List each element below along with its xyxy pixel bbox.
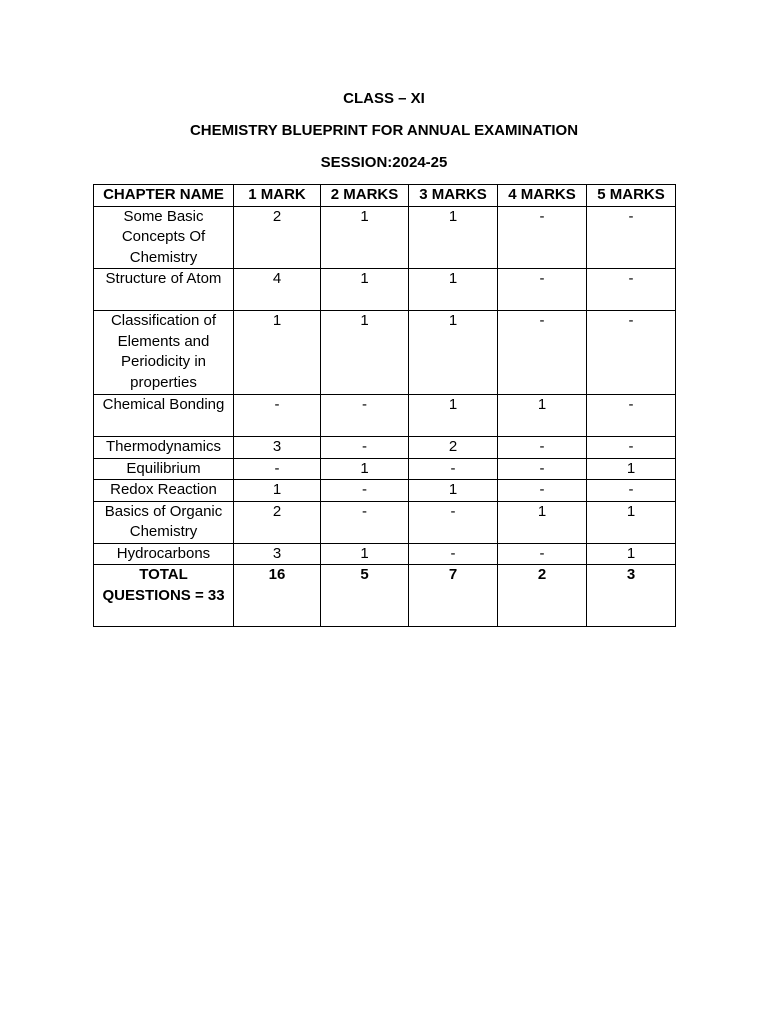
table-row [94,543,676,565]
mark-cell: - [587,395,676,437]
chapter-cell: Equilibrium [94,458,234,480]
chapter-cell: Hydrocarbons [94,543,234,565]
mark-cell: 1 [321,458,409,480]
total-4-marks: 2 [498,565,587,627]
mark-cell: 1 [409,269,498,311]
table-row [94,269,676,311]
header-3-marks: 3 MARKS [409,185,498,207]
mark-cell: - [409,458,498,480]
chapter-cell: Structure of Atom [94,269,234,311]
mark-cell: - [234,395,321,437]
table-header-row [94,185,676,207]
session-heading: SESSION:2024-25 [320,154,448,171]
mark-cell: 1 [321,206,409,269]
mark-cell: 4 [234,269,321,311]
mark-cell: 2 [234,206,321,269]
mark-cell: - [409,543,498,565]
mark-cell: - [498,437,587,459]
mark-cell: 1 [321,269,409,311]
table-row [94,206,676,269]
mark-cell: 1 [587,501,676,543]
mark-cell: - [498,480,587,502]
mark-cell: - [234,458,321,480]
chapter-cell: Thermodynamics [94,437,234,459]
table-row [94,501,676,543]
table-row [94,395,676,437]
header-2-marks: 2 MARKS [321,185,409,207]
mark-cell: - [498,269,587,311]
mark-cell: - [321,395,409,437]
mark-cell: 1 [409,480,498,502]
mark-cell: - [498,458,587,480]
chapter-cell: Redox Reaction [94,480,234,502]
mark-cell: - [498,206,587,269]
total-5-marks: 3 [587,565,676,627]
mark-cell: - [498,311,587,395]
mark-cell: 1 [321,311,409,395]
mark-cell: - [498,543,587,565]
chapter-cell: Some Basic Concepts Of Chemistry [94,206,234,269]
table-row [94,480,676,502]
header-5-marks: 5 MARKS [587,185,676,207]
total-1-mark: 16 [234,565,321,627]
mark-cell: - [587,480,676,502]
document-title: CHEMISTRY BLUEPRINT FOR ANNUAL EXAMINATION [189,122,579,139]
total-3-marks: 7 [409,565,498,627]
mark-cell: - [321,501,409,543]
mark-cell: 3 [234,543,321,565]
header-1-mark: 1 MARK [234,185,321,207]
total-row [94,565,676,627]
mark-cell: - [587,269,676,311]
mark-cell: 1 [587,458,676,480]
mark-cell: - [587,206,676,269]
total-questions-cell: TOTAL QUESTIONS = 33 [94,565,234,627]
mark-cell: 2 [409,437,498,459]
mark-cell: - [321,437,409,459]
table-row [94,458,676,480]
blueprint-table [93,184,676,627]
mark-cell: 1 [409,311,498,395]
mark-cell: 1 [498,395,587,437]
mark-cell: - [587,311,676,395]
mark-cell: - [587,437,676,459]
header-4-marks: 4 MARKS [498,185,587,207]
table-row [94,311,676,395]
mark-cell: - [321,480,409,502]
table-row [94,437,676,459]
mark-cell: 1 [321,543,409,565]
total-2-marks: 5 [321,565,409,627]
mark-cell: 1 [587,543,676,565]
mark-cell: 1 [234,311,321,395]
mark-cell: 3 [234,437,321,459]
chapter-cell: Chemical Bonding [94,395,234,437]
mark-cell: 1 [409,395,498,437]
class-heading: CLASS – XI [343,90,425,107]
mark-cell: 2 [234,501,321,543]
mark-cell: 1 [234,480,321,502]
mark-cell: - [409,501,498,543]
mark-cell: 1 [409,206,498,269]
header-chapter-name: CHAPTER NAME [94,185,234,207]
chapter-cell: Classification of Elements and Periodicity in properties [94,311,234,395]
mark-cell: 1 [498,501,587,543]
chapter-cell: Basics of Organic Chemistry [94,501,234,543]
